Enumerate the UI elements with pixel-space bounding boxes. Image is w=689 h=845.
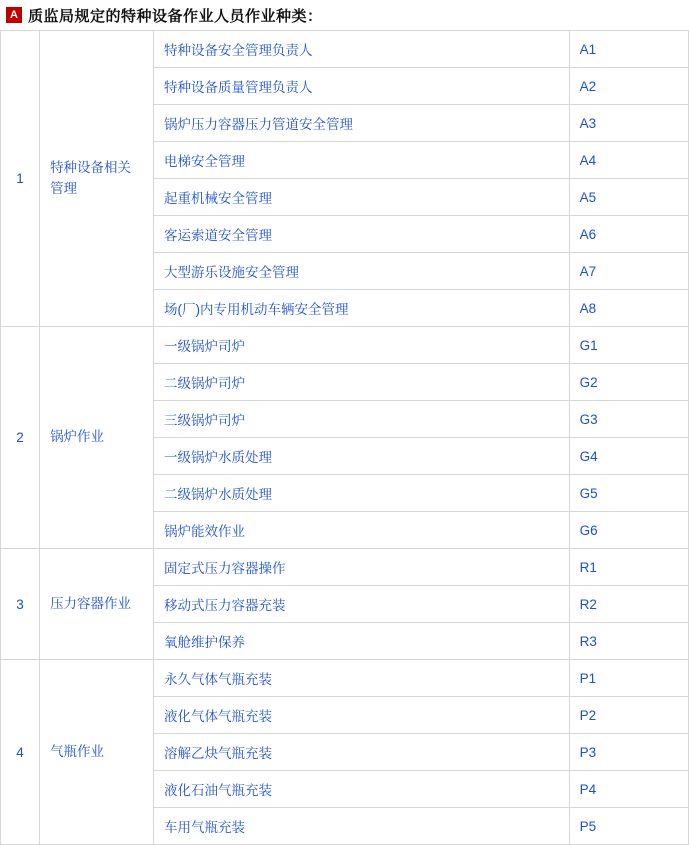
occupation-name-cell: 三级锅炉司炉 xyxy=(154,401,570,438)
occupation-code-cell: G4 xyxy=(569,438,688,475)
occupation-code-cell: P2 xyxy=(569,697,688,734)
occupation-name-cell: 车用气瓶充装 xyxy=(154,808,570,845)
occupation-code-cell: R3 xyxy=(569,623,688,660)
occupation-name-cell: 固定式压力容器操作 xyxy=(154,549,570,586)
occupation-code-cell: A4 xyxy=(569,142,688,179)
group-name-cell: 特种设备相关管理 xyxy=(40,31,154,327)
occupation-name-cell: 一级锅炉水质处理 xyxy=(154,438,570,475)
table-row xyxy=(1,327,689,364)
occupation-name-cell: 特种设备安全管理负责人 xyxy=(154,31,570,68)
occupation-code-cell: G3 xyxy=(569,401,688,438)
occupation-code-cell: A1 xyxy=(569,31,688,68)
occupation-code-cell: G2 xyxy=(569,364,688,401)
occupation-name-cell: 电梯安全管理 xyxy=(154,142,570,179)
occupation-name-cell: 液化气体气瓶充装 xyxy=(154,697,570,734)
group-index-cell: 4 xyxy=(1,660,40,845)
group-name-cell: 气瓶作业 xyxy=(40,660,154,845)
occupation-name-cell: 起重机械安全管理 xyxy=(154,179,570,216)
occupation-code-cell: P3 xyxy=(569,734,688,771)
occupation-name-cell: 一级锅炉司炉 xyxy=(154,327,570,364)
occupation-code-cell: A8 xyxy=(569,290,688,327)
group-index-cell: 1 xyxy=(1,31,40,327)
occupation-code-cell: G5 xyxy=(569,475,688,512)
section-title-bar xyxy=(0,0,689,30)
group-name-cell: 压力容器作业 xyxy=(40,549,154,660)
occupation-name-cell: 特种设备质量管理负责人 xyxy=(154,68,570,105)
section-badge: A xyxy=(6,7,22,23)
occupation-name-cell: 溶解乙炔气瓶充装 xyxy=(154,734,570,771)
occupation-name-cell: 液化石油气瓶充装 xyxy=(154,771,570,808)
occupation-code-cell: R1 xyxy=(569,549,688,586)
occupation-code-cell: P1 xyxy=(569,660,688,697)
occupation-code-cell: A5 xyxy=(569,179,688,216)
occupation-code-cell: A6 xyxy=(569,216,688,253)
occupation-name-cell: 移动式压力容器充装 xyxy=(154,586,570,623)
occupation-name-cell: 氧舱维护保养 xyxy=(154,623,570,660)
occupation-name-cell: 二级锅炉司炉 xyxy=(154,364,570,401)
occupation-code-cell: P5 xyxy=(569,808,688,845)
occupation-code-cell: A3 xyxy=(569,105,688,142)
occupation-code-cell: G1 xyxy=(569,327,688,364)
occupation-category-table xyxy=(0,30,689,845)
table-row xyxy=(1,31,689,68)
occupation-code-cell: G6 xyxy=(569,512,688,549)
table-row xyxy=(1,549,689,586)
page-title: 质监局规定的特种设备作业人员作业种类： xyxy=(28,7,323,25)
group-name-cell: 锅炉作业 xyxy=(40,327,154,549)
occupation-name-cell: 二级锅炉水质处理 xyxy=(154,475,570,512)
occupation-name-cell: 永久气体气瓶充装 xyxy=(154,660,570,697)
group-index-cell: 2 xyxy=(1,327,40,549)
occupation-name-cell: 场(厂)内专用机动车辆安全管理 xyxy=(154,290,570,327)
occupation-name-cell: 大型游乐设施安全管理 xyxy=(154,253,570,290)
occupation-code-cell: P4 xyxy=(569,771,688,808)
occupation-name-cell: 锅炉能效作业 xyxy=(154,512,570,549)
occupation-code-cell: R2 xyxy=(569,586,688,623)
occupation-name-cell: 锅炉压力容器压力管道安全管理 xyxy=(154,105,570,142)
occupation-name-cell: 客运索道安全管理 xyxy=(154,216,570,253)
table-row xyxy=(1,660,689,697)
group-index-cell: 3 xyxy=(1,549,40,660)
occupation-code-cell: A7 xyxy=(569,253,688,290)
occupation-code-cell: A2 xyxy=(569,68,688,105)
